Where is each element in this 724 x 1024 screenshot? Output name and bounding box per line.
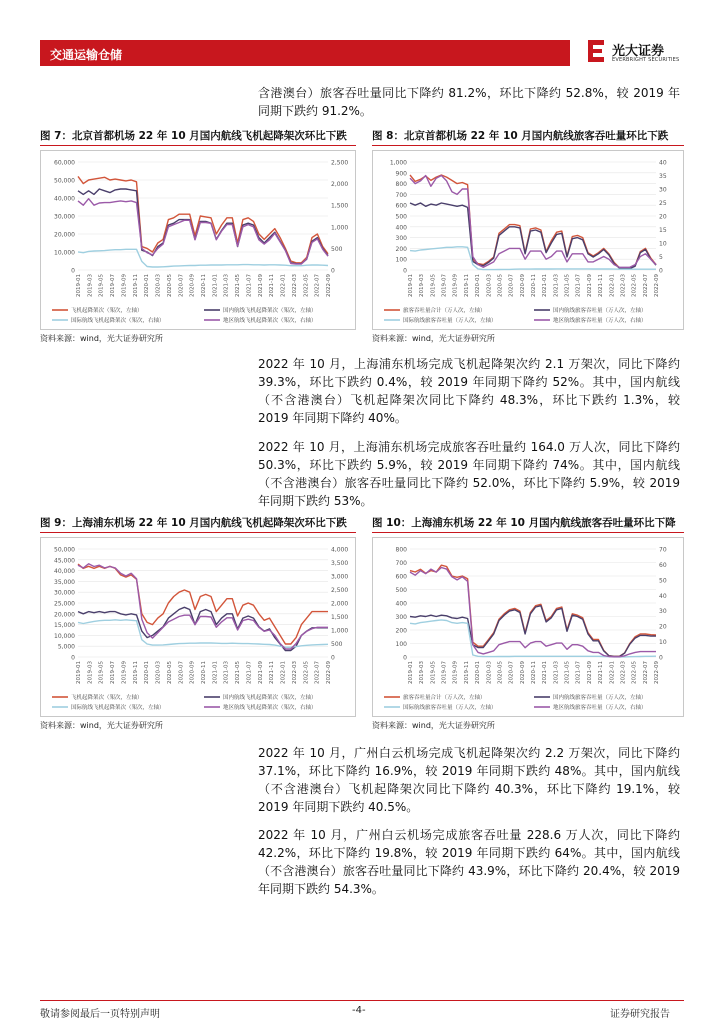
y-right-tick-label: 2,000 (331, 600, 349, 608)
x-tick-label: 2019-09 (121, 274, 128, 297)
legend-label: 国内航线旅客吞吐量（万人次，左轴） (553, 695, 647, 701)
x-tick-label: 2021-05 (564, 661, 571, 684)
x-tick-label: 2019-05 (430, 661, 437, 684)
y-left-tick-label: 35,000 (54, 578, 75, 586)
paragraph-2: 2022 年 10 月，上海浦东机场完成飞机起降架次约 2.1 万架次，同比下降约 39.3%，环比下跌约 0.4%，较 2019 年同期下降约 52%。其中，国内航线（不含港澳台）飞机起降架次同比下降约 48.3%，环比下跌约 1.3%，较 2019 年同期下降约 40%。 (258, 357, 680, 425)
x-tick-label: 2021-05 (564, 274, 571, 297)
x-tick-label: 2020-05 (166, 274, 173, 297)
y-right-tick-label: 500 (331, 245, 343, 253)
y-right-tick-label: 10 (659, 240, 667, 248)
y-right-tick-label: 3,000 (331, 573, 349, 581)
y-right-tick-label: 20 (659, 623, 667, 631)
source-note: 资料来源：wind，光大证券研究所 (372, 721, 495, 730)
y-left-tick-label: 40,000 (54, 568, 75, 576)
x-tick-label: 2022-01 (609, 274, 616, 297)
x-tick-label: 2020-03 (155, 274, 162, 297)
y-left-tick-label: 800 (395, 181, 407, 189)
legend-label: 国际航线旅客吞吐量（万人次，左轴） (403, 318, 497, 324)
paragraph-5: 2022 年 10 月，广州白云机场完成旅客吞吐量 228.6 万人次，同比下降约 42.2%，环比下降约 19.8%，较 2019 年同期下跌约 64%。其中，国内航线（不含港澳台）旅客吞吐量同比下降约 43.9%，环比下降约 20.4%，较 2019 年同期下跌约 54.3%。 (258, 828, 680, 896)
caption-rule (372, 145, 684, 146)
x-tick-label: 2021-07 (575, 661, 582, 684)
y-left-tick-label: 300 (395, 235, 407, 243)
x-tick-label: 2020-11 (201, 661, 207, 684)
y-left-tick-label: 100 (395, 641, 407, 648)
y-left-tick-label: 5,000 (57, 643, 75, 651)
x-tick-label: 2022-09 (326, 274, 332, 297)
y-left-tick-label: 50,000 (54, 546, 75, 554)
y-right-tick-label: 2,000 (331, 181, 349, 189)
x-tick-label: 2019-07 (441, 661, 448, 684)
x-tick-label: 2020-09 (189, 274, 196, 297)
x-tick-label: 2020-11 (531, 274, 537, 297)
paragraph-4: 2022 年 10 月，广州白云机场完成飞机起降架次约 2.2 万架次，同比下降约 37.1%，环比下降约 16.9%，较 2019 年同期下跌约 48%。其中，国内航线（不含港澳台）飞机起降架次同比下降约 40.3%，环比下降约 19.1%，较 2019 年同期下跌约 40.5%。 (258, 746, 680, 814)
y-left-tick-label: 100 (395, 256, 407, 264)
legend-label: 飞机起降架次（架次，左轴） (71, 695, 143, 701)
x-tick-label: 2019-03 (419, 661, 426, 684)
footer-report-type: 证券研究报告 (610, 1009, 670, 1020)
x-tick-label: 2021-01 (542, 661, 549, 684)
y-right-tick-label: 35 (659, 173, 667, 180)
y-left-tick-label: 600 (395, 573, 407, 581)
y-left-tick-label: 200 (395, 245, 407, 253)
x-tick-label: 2021-03 (553, 661, 560, 684)
caption-fig10: 图 10：上海浦东机场 22 年 10 月国内航线旅客吞吐量环比下降 (372, 517, 676, 529)
x-tick-label: 2019-03 (419, 274, 426, 297)
y-right-tick-label: 30 (659, 608, 667, 616)
y-left-tick-label: 300 (395, 614, 407, 621)
legend-label: 国际航线飞机起降架次（架次，左轴） (71, 705, 165, 711)
y-left-tick-label: 40,000 (54, 195, 75, 203)
y-left-tick-label: 800 (395, 546, 407, 554)
x-tick-label: 2020-01 (144, 274, 151, 297)
section-header (40, 40, 570, 66)
y-right-tick-label: 2,500 (331, 587, 349, 594)
x-tick-label: 2020-03 (486, 274, 493, 297)
x-tick-label: 2021-07 (575, 274, 582, 297)
x-tick-label: 2019-01 (76, 661, 82, 684)
y-right-tick-label: 3,500 (331, 560, 349, 567)
legend-label: 飞机起降架次（架次，左轴） (71, 308, 143, 314)
y-right-tick-label: 50 (659, 577, 667, 585)
x-tick-label: 2020-07 (178, 661, 185, 684)
chart-frame (373, 538, 684, 717)
x-tick-label: 2020-05 (497, 274, 504, 297)
y-left-tick-label: 700 (395, 191, 407, 199)
x-tick-label: 2019-07 (110, 661, 117, 684)
y-left-tick-label: 200 (395, 627, 407, 635)
x-tick-label: 2020-05 (166, 661, 173, 684)
y-left-tick-label: 0 (403, 654, 407, 662)
x-tick-label: 2021-11 (269, 274, 276, 297)
x-tick-label: 2019-07 (441, 274, 448, 297)
y-right-tick-label: 4,000 (331, 546, 349, 554)
x-tick-label: 2021-01 (212, 661, 219, 684)
x-tick-label: 2020-05 (497, 661, 504, 684)
legend-label: 国内航线飞机起降架次（架次，左轴） (223, 308, 317, 314)
chart-frame (41, 151, 356, 330)
x-tick-label: 2022-01 (280, 274, 287, 297)
x-tick-label: 2020-07 (508, 661, 515, 684)
x-tick-label: 2019-01 (408, 274, 414, 297)
x-tick-label: 2021-05 (235, 274, 242, 297)
x-tick-label: 2021-11 (598, 274, 605, 297)
y-right-tick-label: 70 (659, 546, 667, 554)
source-note: 资料来源：wind，光大证券研究所 (40, 721, 163, 730)
x-tick-label: 2021-11 (598, 661, 605, 684)
x-tick-label: 2019-03 (87, 274, 94, 297)
y-left-tick-label: 20,000 (54, 231, 75, 239)
x-tick-label: 2021-01 (212, 274, 219, 297)
x-tick-label: 2020-01 (144, 661, 151, 684)
x-tick-label: 2022-03 (291, 661, 298, 684)
x-tick-label: 2019-05 (430, 274, 437, 297)
y-left-tick-label: 500 (395, 213, 407, 221)
x-tick-label: 2019-11 (463, 661, 470, 684)
source-note: 资料来源：wind，光大证券研究所 (372, 334, 495, 343)
y-right-tick-label: 1,000 (331, 224, 349, 232)
x-tick-label: 2021-11 (269, 661, 276, 684)
x-tick-label: 2019-01 (408, 661, 414, 684)
y-left-tick-label: 30,000 (54, 213, 75, 221)
legend-label: 地区航线飞机起降架次（架次，右轴） (223, 705, 317, 711)
brand-logo (586, 36, 696, 70)
x-tick-label: 2019-09 (452, 661, 459, 684)
caption-fig7: 图 7：北京首都机场 22 年 10 月国内航线飞机起降架次环比下跌 (40, 130, 347, 142)
x-tick-label: 2020-09 (519, 274, 526, 297)
page-number: -4- (352, 1005, 366, 1016)
x-tick-label: 2020-09 (519, 661, 526, 684)
x-tick-label: 2022-07 (642, 661, 649, 684)
x-tick-label: 2022-05 (303, 274, 310, 297)
y-right-tick-label: 2,500 (331, 159, 349, 167)
legend-label: 地区航线旅客吞吐量（万人次，右轴） (553, 705, 647, 711)
y-left-tick-label: 500 (395, 587, 407, 594)
y-left-tick-label: 700 (395, 560, 407, 567)
legend-label: 国际航线旅客吞吐量（万人次，左轴） (403, 705, 497, 711)
x-tick-label: 2019-01 (76, 274, 82, 297)
y-left-tick-label: 600 (395, 202, 407, 210)
legend-label: 国际航线飞机起降架次（架次，右轴） (71, 318, 165, 324)
caption-fig8: 图 8：北京首都机场 22 年 10 月国内航线旅客吞吐量环比下跌 (372, 130, 669, 142)
x-tick-label: 2020-11 (531, 661, 537, 684)
x-tick-label: 2021-09 (257, 274, 264, 297)
legend-label: 国内航线旅客吞吐量（万人次，左轴） (553, 308, 647, 314)
y-right-tick-label: 25 (659, 200, 667, 207)
logo-text-en: EVERBRIGHT SECURITIES (612, 57, 680, 63)
x-tick-label: 2019-07 (110, 274, 117, 297)
caption-rule (40, 532, 356, 533)
footer-rule (40, 1000, 684, 1001)
y-left-tick-label: 60,000 (54, 159, 75, 167)
y-left-tick-label: 10,000 (54, 632, 75, 640)
x-tick-label: 2019-05 (98, 274, 105, 297)
x-tick-label: 2022-09 (654, 274, 660, 297)
x-tick-label: 2019-05 (98, 661, 105, 684)
x-tick-label: 2020-07 (178, 274, 185, 297)
y-left-tick-label: 30,000 (54, 589, 75, 597)
x-tick-label: 2021-01 (542, 274, 549, 297)
y-right-tick-label: 5 (659, 254, 663, 261)
chart-fig10 (372, 537, 684, 717)
x-tick-label: 2021-07 (246, 661, 253, 684)
legend-label: 地区航线旅客吞吐量（万人次，右轴） (553, 318, 647, 324)
x-tick-label: 2019-11 (132, 274, 139, 297)
x-tick-label: 2021-09 (586, 661, 593, 684)
y-right-tick-label: 0 (331, 654, 335, 662)
x-tick-label: 2019-09 (121, 661, 128, 684)
y-left-tick-label: 1,000 (389, 159, 407, 167)
y-right-tick-label: 40 (659, 159, 667, 167)
y-left-tick-label: 50,000 (54, 177, 75, 185)
x-tick-label: 2022-05 (303, 661, 310, 684)
y-left-tick-label: 0 (71, 654, 75, 662)
y-right-tick-label: 1,000 (331, 627, 349, 635)
y-left-tick-label: 400 (395, 224, 407, 232)
y-left-tick-label: 0 (71, 267, 75, 275)
y-left-tick-label: 15,000 (54, 622, 75, 630)
x-tick-label: 2019-11 (132, 661, 139, 684)
paragraph-3: 2022 年 10 月，上海浦东机场完成旅客吞吐量约 164.0 万人次，同比下降约 50.3%，环比下跌约 5.9%，较 2019 年同期下降约 74%。其中，国内航线（不含港澳台）旅客吞吐量同比下降约 52.0%，环比下降约 5.9%，较 2019 年同期下跌约 53%。 (258, 440, 680, 508)
y-left-tick-label: 20,000 (54, 611, 75, 619)
y-left-tick-label: 45,000 (54, 557, 75, 565)
footer-disclaimer: 敬请参阅最后一页特别声明 (40, 1009, 160, 1020)
y-right-tick-label: 0 (659, 654, 663, 662)
x-tick-label: 2022-03 (291, 274, 298, 297)
y-left-tick-label: 400 (395, 600, 407, 608)
y-right-tick-label: 1,500 (331, 202, 349, 210)
x-tick-label: 2022-01 (280, 661, 287, 684)
paragraph-1: 含港澳台）旅客吞吐量同比下降约 81.2%，环比下降约 52.8%，较 2019 年同期下跌约 91.2%。 (258, 86, 680, 118)
y-right-tick-label: 60 (659, 561, 667, 569)
y-right-tick-label: 10 (659, 639, 667, 647)
x-tick-label: 2020-01 (475, 274, 482, 297)
x-tick-label: 2021-09 (586, 274, 593, 297)
x-tick-label: 2020-01 (475, 661, 482, 684)
caption-rule (40, 145, 356, 146)
x-tick-label: 2022-07 (314, 274, 321, 297)
legend-label: 旅客吞吐量合计（万人次，左轴） (403, 308, 486, 314)
chart-fig8 (372, 150, 684, 330)
y-right-tick-label: 500 (331, 641, 343, 648)
source-note: 资料来源：wind，光大证券研究所 (40, 334, 163, 343)
x-tick-label: 2022-09 (654, 661, 660, 684)
y-right-tick-label: 1,500 (331, 614, 349, 621)
x-tick-label: 2021-03 (553, 274, 560, 297)
x-tick-label: 2022-03 (620, 274, 627, 297)
x-tick-label: 2020-11 (201, 274, 207, 297)
legend-label: 地区航线飞机起降架次（架次，右轴） (223, 318, 317, 324)
y-left-tick-label: 0 (403, 267, 407, 275)
chart-fig9 (40, 537, 356, 717)
legend-label: 国内航线飞机起降架次（架次，左轴） (223, 695, 317, 701)
x-tick-label: 2022-09 (326, 661, 332, 684)
caption-fig9: 图 9：上海浦东机场 22 年 10 月国内航线飞机起降架次环比下跌 (40, 517, 347, 529)
x-tick-label: 2021-03 (223, 661, 230, 684)
x-tick-label: 2022-07 (314, 661, 321, 684)
x-tick-label: 2021-07 (246, 274, 253, 297)
x-tick-label: 2021-09 (257, 661, 264, 684)
logo-text-cn: 光大证券 (612, 44, 665, 59)
y-right-tick-label: 40 (659, 592, 667, 600)
y-right-tick-label: 15 (659, 227, 667, 234)
legend-label: 旅客吞吐量合计（万人次，左轴） (403, 695, 486, 701)
x-tick-label: 2022-03 (620, 661, 627, 684)
x-tick-label: 2020-03 (486, 661, 493, 684)
y-right-tick-label: 30 (659, 186, 667, 194)
section-title: 交通运输仓储 (50, 48, 123, 62)
x-tick-label: 2022-07 (642, 274, 649, 297)
x-tick-label: 2021-03 (223, 274, 230, 297)
chart-fig7 (40, 150, 356, 330)
x-tick-label: 2022-05 (631, 274, 638, 297)
x-tick-label: 2019-03 (87, 661, 94, 684)
y-left-tick-label: 900 (395, 170, 407, 178)
x-tick-label: 2020-07 (508, 274, 515, 297)
y-right-tick-label: 0 (331, 267, 335, 275)
x-tick-label: 2022-05 (631, 661, 638, 684)
y-left-tick-label: 10,000 (54, 249, 75, 257)
x-tick-label: 2020-03 (155, 661, 162, 684)
x-tick-label: 2022-01 (609, 661, 616, 684)
y-right-tick-label: 0 (659, 267, 663, 275)
y-right-tick-label: 20 (659, 213, 667, 221)
x-tick-label: 2020-09 (189, 661, 196, 684)
logo-icon (586, 38, 606, 64)
caption-rule (372, 532, 684, 533)
x-tick-label: 2019-09 (452, 274, 459, 297)
y-left-tick-label: 25,000 (54, 600, 75, 608)
x-tick-label: 2021-05 (235, 661, 242, 684)
x-tick-label: 2019-11 (463, 274, 470, 297)
